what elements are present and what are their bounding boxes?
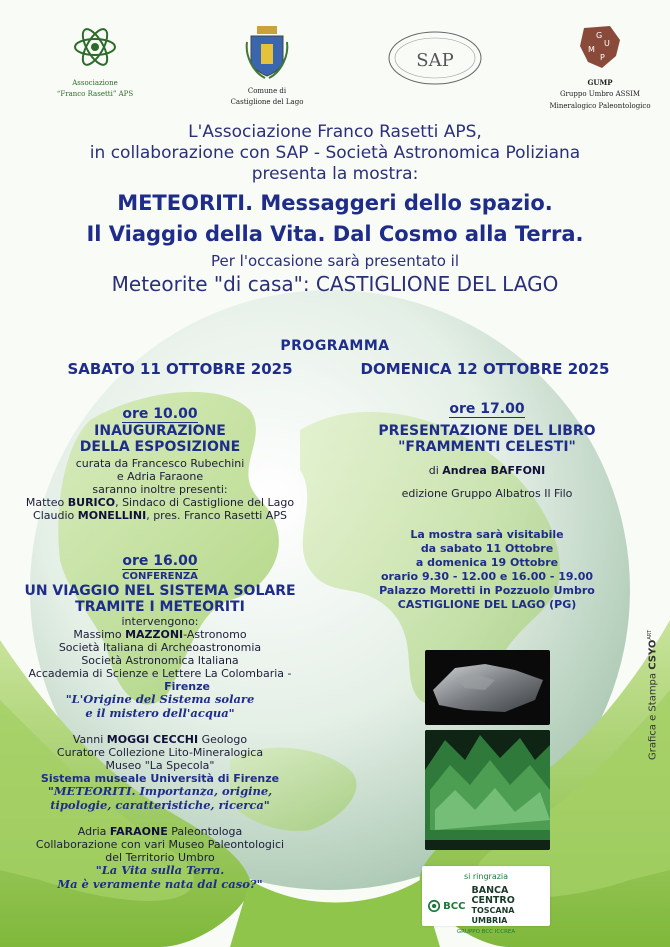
venue-city: CASTIGLIONE DEL LAGO (PG) [397, 598, 577, 611]
sap-emblem-icon [385, 28, 485, 88]
sap-logo [380, 28, 490, 92]
speaker-affiliation: Curatore Collezione Lito-Mineralogica [56, 746, 264, 759]
exhibition-title-1: METEORITI. Messaggeri dello spazio. [117, 191, 553, 215]
bank-name-1: BANCA CENTRO [471, 885, 515, 906]
rasetti-logo [40, 22, 150, 99]
gump-caption-2: Mineralogico Paleontologico [549, 101, 651, 110]
day-sunday: DOMENICA 12 OTTOBRE 2025 [360, 360, 610, 378]
guest-burico: Matteo BURICO, Sindaco di Castiglione del Lago [25, 496, 295, 509]
guests-intro: saranno inoltre presenti: [92, 483, 228, 496]
gump-letter-g: G [596, 31, 603, 40]
speaker-faraone: Adria FARAONE Paleontologa [77, 825, 243, 838]
print-credit: Grafica e Stampa $CSYO^{ART}$ [647, 630, 659, 760]
talk-title-1: "METEORITI. Importanza, origine, [47, 784, 273, 798]
exhibition-title-2: Il Viaggio della Vita. Dal Cosmo alla Terra. [86, 222, 584, 246]
info-line: La mostra sarà visitabile [410, 528, 564, 541]
book-title-1: PRESENTAZIONE DEL LIBRO [378, 423, 596, 439]
gump-letter-m: M [588, 45, 595, 54]
talk-title-1: "L'Origine del Sistema solare [65, 692, 255, 706]
opening-hours: orario 9.30 - 12.00 e 16.00 - 19.00 [380, 570, 594, 583]
talk-title-2: Ma è veramente nata dal caso?" [57, 876, 263, 891]
event-title-1: INAUGURAZIONE [94, 423, 226, 439]
talk-title-1: "La Vita sulla Terra. [95, 863, 225, 877]
day-saturday: SABATO 11 OTTOBRE 2025 [67, 360, 293, 378]
curator-line-2: e Adria Faraone [116, 470, 204, 483]
rasetti-caption-2: “Franco Rasetti” APS [56, 90, 134, 99]
meteorite-subtitle: Meteorite "di casa": CASTIGLIONE DEL LAGO [111, 272, 559, 296]
talk-title-2: tipologie, caratteristiche, ricerca" [50, 797, 270, 812]
conference-title-1: UN VIAGGIO NEL SISTEMA SOLARE [24, 583, 296, 599]
speaker-city: Firenze [164, 680, 210, 693]
bcc-label: BCC [443, 900, 466, 912]
book-title-2: "FRAMMENTI CELESTI" [398, 439, 576, 455]
curator-line: curata da Francesco Rubechini [75, 457, 245, 470]
header [0, 122, 670, 296]
speaker-affiliation: Sistema museale Università di Firenze [40, 772, 280, 785]
guest-monellini: Claudio MONELLINI, pres. Franco Rasetti APS [33, 509, 287, 522]
comune-caption-1: Comune di [247, 87, 287, 95]
event-time: ore 10.00 [122, 406, 198, 422]
coat-of-arms-icon [243, 22, 291, 80]
comune-caption-2: Castiglione del Lago [230, 98, 304, 107]
gump-letter-p: P [600, 53, 605, 62]
sunday-program [352, 398, 622, 612]
speakers-intro: intervengono: [121, 615, 199, 628]
occasion-note: Per l'occasione sarà presentato il [211, 252, 459, 270]
speaker-affiliation: Collaborazione con vari Museo Paleontologici [35, 838, 285, 851]
info-line: a domenica 19 Ottobre [415, 556, 559, 569]
bank-group: GRUPPO BCC ICCREA [456, 929, 516, 935]
meteorite-image [425, 650, 550, 725]
intro-line-1: L'Associazione Franco Rasetti APS, [188, 122, 482, 142]
speaker-affiliation: Società Italiana di Archeoastronomia [58, 641, 262, 654]
gump-title: GUMP [587, 78, 613, 87]
meteorite-photo [425, 650, 550, 725]
intro-line-2: in collaborazione con SAP - Società Astronomica Poliziana [89, 143, 581, 163]
conference-time: ore 16.00 [122, 553, 198, 569]
speaker-affiliation: Società Astronomica Italiana [81, 654, 239, 667]
intro-line-3: presenta la mostra: [251, 164, 419, 184]
programma-label: PROGRAMMA [280, 338, 390, 354]
speaker-affiliation: Museo "La Specola" [105, 759, 215, 772]
mineral-photo [425, 730, 550, 850]
event-title-2: DELLA ESPOSIZIONE [79, 439, 241, 455]
speaker-mazzoni: Massimo MAZZONI-Astronomo [73, 628, 247, 641]
gump-caption-1: Gruppo Umbro ASSIM [559, 90, 641, 99]
speaker-moggi-cecchi: Vanni MOGGI CECCHI Geologo [72, 733, 248, 746]
book-author: di Andrea BAFFONI [428, 464, 546, 477]
green-crystals-image [425, 730, 550, 850]
gump-map-icon [574, 22, 626, 72]
sponsor-box [422, 866, 550, 935]
sponsor-thanks: si ringrazia [463, 872, 509, 881]
info-line: da sabato 11 Ottobre [420, 542, 554, 555]
speaker-affiliation: del Territorio Umbro [105, 851, 215, 864]
conference-label: CONFERENZA [122, 571, 198, 582]
atom-icon [70, 22, 120, 72]
rasetti-caption-1: Associazione [72, 79, 118, 87]
saturday-program [10, 403, 310, 891]
bank-name-2: TOSCANA UMBRIA [471, 906, 515, 925]
comune-logo [212, 22, 322, 107]
book-edition: edizione Gruppo Albatros Il Filo [401, 487, 573, 500]
book-time: ore 17.00 [449, 401, 525, 417]
sap-letters: SAP [416, 50, 454, 71]
venue: Palazzo Moretti in Pozzuolo Umbro [379, 584, 595, 597]
bcc-icon [428, 899, 440, 913]
talk-title-2: e il mistero dell'acqua" [85, 705, 235, 720]
gump-letter-u: U [604, 39, 610, 48]
conference-title-2: TRAMITE I METEORITI [75, 599, 245, 615]
gump-logo [545, 22, 655, 110]
speaker-affiliation: Accademia di Scienze e Lettere La Colombaria - [28, 667, 292, 680]
